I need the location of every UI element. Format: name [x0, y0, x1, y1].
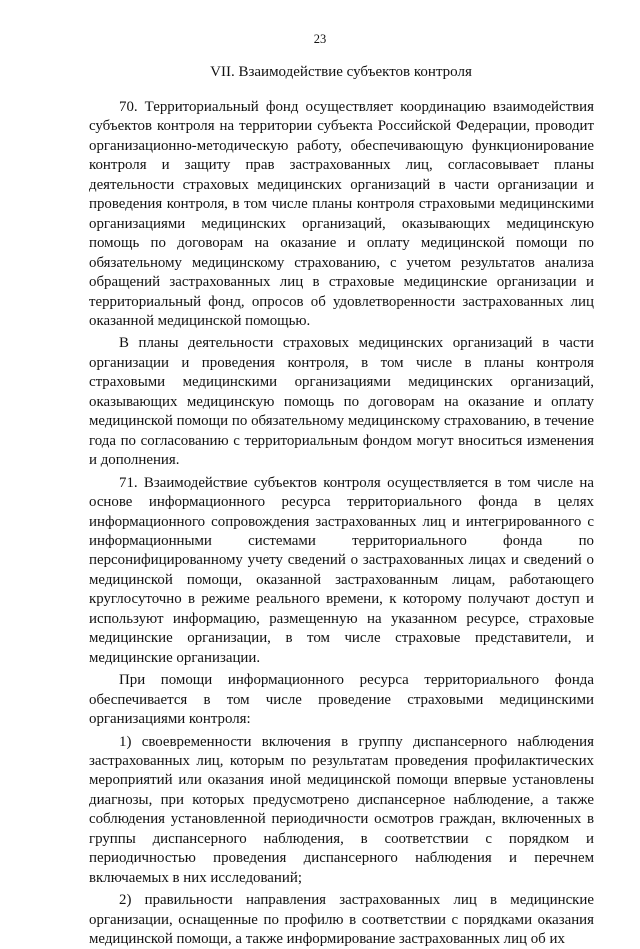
page-number: 23 — [313, 32, 327, 46]
paragraph-70-plans: В планы деятельности страховых медицинских организаций в части организации и проведения контроля, в том числе в планы контроля страховыми медицинскими организациями медицинских организаций, оказывающих медицинскую помощь по договорам на оказание и оплату медицинской помощи по обязательному медицинскому страхованию, в течение года по согласованию с территориальным фондом могут вноситься изменения и дополнения. — [89, 335, 594, 469]
paragraph-71-resource: При помощи информационного ресурса территориального фонда обеспечивается в том числе проведение страховыми медицинскими организациями контроля: — [89, 672, 594, 728]
document-body — [89, 98, 594, 949]
list-item-1: 1) своевременности включения в группу диспансерного наблюдения застрахованных лиц, которым по результатам проведения профилактических мероприятий или оказания иной медицинской помощи впервые установлены диагнозы, при которых предусмотрено диспансерное наблюдение, а также соблюдения установленной периодичности осмотров граждан, включенных в группы диспансерного наблюдения, в соответствии с порядком и периодичностью проведения диспансерного наблюдения и перечнем включаемых в них исследований; — [89, 733, 594, 886]
list-item-2: 2) правильности направления застрахованных лиц в медицинские организации, оснащенные по профилю в соответствии с порядками оказания медицинской помощи, а также информирование застрахованных лиц об их — [89, 892, 594, 948]
section-title: VII. Взаимодействие субъектов контроля — [210, 64, 472, 80]
paragraph-71: 71. Взаимодействие субъектов контроля осуществляется в том числе на основе информационного ресурса территориального фонда в целях информационного сопровождения застрахованных лиц и интегрированного с информационными системами территориального фонда по персонифицированному учету сведений о застрахованных лицах и сведений о медицинской помощи, оказанной застрахованным лицам, работающего круглосуточно в режиме реального времени, к которому получают доступ и используют информацию, размещенную на указанном ресурсе, страховые медицинские организации, в том числе страховые представители, и медицинские организации. — [89, 474, 594, 666]
paragraph-70: 70. Территориальный фонд осуществляет координацию взаимодействия субъектов контроля на территории субъекта Российской Федерации, проводит организационно-методическую работу, обеспечивающую функционирование контроля и защиту прав застрахованных лиц, согласовывает планы деятельности страховых медицинских организаций в части организации и проведения контроля, в том числе планы контроля страховыми медицинскими организациями медицинских организаций, оказывающих медицинскую помощь по договорам на оказание и оплату медицинской помощи по обязательному медицинскому страхованию, с учетом результатов анализа обращений застрахованных лиц в страховые медицинские организации и территориальный фонд, опросов об удовлетворенности застрахованных лиц оказанной медицинской помощью. — [89, 99, 594, 329]
